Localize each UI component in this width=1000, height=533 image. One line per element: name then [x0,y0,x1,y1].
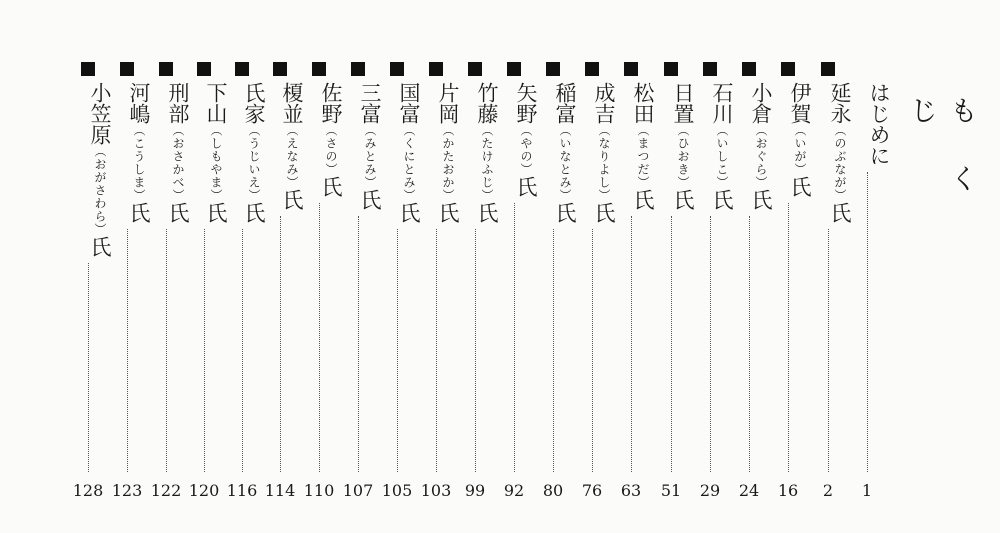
toc-entry-suffix: 氏 [710,189,734,210]
toc-entry-suffix: 氏 [397,202,421,223]
toc-entry[interactable] [150,60,190,500]
toc-entry-name: 小倉 [749,82,773,124]
toc-entry-name: 刑部 [166,82,190,124]
toc-entry-name: 三富 [358,82,382,124]
toc-entry-suffix: 氏 [88,236,112,257]
toc-entry[interactable] [226,60,266,500]
square-bullet-icon [390,62,404,76]
toc-entry-reading: （くにとみ） [402,124,416,202]
square-bullet-icon [159,62,173,76]
toc-entry-reading: （たけふじ） [480,124,494,202]
toc-entry-name: 河嶋 [127,82,151,124]
square-bullet-icon [273,62,287,76]
toc-entry-name: 松田 [631,82,655,124]
toc-page-number: 80 [542,481,564,500]
toc-entry-reading: （うじいえ） [247,124,261,202]
dotted-leader [788,203,789,472]
dotted-leader [358,216,359,472]
toc-entry-label [233,82,265,223]
toc-entry-label [349,82,381,210]
toc-entry-name: 稲富 [553,82,577,124]
toc-entry-name: 片岡 [436,82,460,124]
toc-entry[interactable] [662,60,694,500]
dotted-leader [867,172,868,472]
toc-entry-label [195,82,227,223]
toc-entry-label [701,82,733,210]
toc-entry[interactable] [701,60,733,500]
toc-entry[interactable] [779,60,811,500]
toc-entry-suffix: 氏 [592,202,616,223]
toc-entry[interactable] [858,60,890,500]
dotted-leader [514,203,515,472]
square-bullet-icon [312,62,326,76]
toc-page-number: 128 [72,481,104,500]
square-bullet-icon [781,62,795,76]
toc-entry-reading: （なりよし） [597,124,611,202]
toc-entry[interactable] [622,60,654,500]
toc-page-number: 105 [381,481,413,500]
toc-entry-reading: （おさかべ） [171,124,185,202]
toc-entry-name: 竹藤 [475,82,499,124]
toc-entry-name: 伊賀 [788,82,812,124]
dotted-leader [280,216,281,472]
dotted-leader [475,229,476,472]
toc-entry-label [583,82,615,223]
square-bullet-icon [120,62,134,76]
dotted-leader [88,263,89,472]
toc-page-number: 110 [303,481,335,500]
toc-entry-label [466,82,498,223]
square-bullet-icon [703,62,717,76]
toc-entry[interactable] [111,60,151,500]
toc-entry[interactable] [342,60,382,500]
toc-entry-suffix: 氏 [280,189,304,210]
dotted-leader [204,229,205,472]
toc-entry-reading: （いが） [793,124,807,176]
square-bullet-icon [546,62,560,76]
toc-page-number: 92 [503,481,525,500]
dotted-leader [397,229,398,472]
toc-page-number: 76 [581,481,603,500]
toc-page-number: 2 [822,481,834,500]
toc-page-number: 63 [620,481,642,500]
toc-entry-suffix: 氏 [749,189,773,210]
dotted-leader [127,229,128,472]
toc-entry-label [427,82,459,223]
toc-page-number: 103 [420,481,452,500]
dotted-leader [319,203,320,472]
toc-entry-reading: （さの） [324,124,338,176]
toc-entry-name: 下山 [204,82,228,124]
square-bullet-icon [742,62,756,76]
toc-entry[interactable] [381,60,421,500]
toc-entry-suffix: 氏 [671,189,695,210]
toc-entry-suffix: 氏 [319,176,343,197]
toc-page-number: 99 [464,481,486,500]
toc-entry-suffix: 氏 [514,176,538,197]
toc-entry-label [779,82,811,197]
toc-entry-label [505,82,537,197]
toc-page-number: 16 [777,481,799,500]
toc-entry-reading: （えなみ） [285,124,299,189]
toc-entry-suffix: 氏 [242,202,266,223]
toc-entry-suffix: 氏 [553,202,577,223]
toc-entry-name: 成吉 [592,82,616,124]
toc-entry-reading: （おぐら） [754,124,768,189]
toc-entry-name: 矢野 [514,82,538,124]
toc-entry-label [157,82,189,223]
dotted-leader [592,229,593,472]
toc-entry-label [271,82,303,210]
dotted-leader [710,216,711,472]
square-bullet-icon [585,62,599,76]
toc-entry-suffix: 氏 [127,202,151,223]
toc-entry[interactable] [303,60,343,500]
toc-entry-reading: （いしこ） [715,124,729,189]
toc-page-number: 107 [342,481,374,500]
toc-entry-label [662,82,694,210]
toc-page-number: 29 [699,481,721,500]
toc-page-number: 122 [150,481,182,500]
square-bullet-icon [81,62,95,76]
toc-entry-name: 石川 [710,82,734,124]
toc-entry[interactable] [264,60,304,500]
toc-entry[interactable] [583,60,615,500]
square-bullet-icon [664,62,678,76]
toc-entry[interactable] [544,60,576,500]
dotted-leader [242,229,243,472]
toc-entry-label [622,82,654,210]
toc-entry-reading: （みとみ） [363,124,377,189]
square-bullet-icon [624,62,638,76]
toc-entry-suffix: 氏 [166,202,190,223]
toc-entry-suffix: 氏 [436,202,460,223]
toc-page-number: 1 [861,481,873,500]
toc-entry[interactable] [466,60,498,500]
toc-page-number: 120 [188,481,220,500]
toc-entry[interactable] [505,60,537,500]
toc-entry-name: 国富 [397,82,421,124]
toc-entry-label [118,82,150,223]
toc-entry-suffix: 氏 [358,189,382,210]
toc-entry-name: 日置 [671,82,695,124]
toc-entry-label [310,82,342,197]
dotted-leader [166,229,167,472]
toc-entry-reading: （のぶなが） [833,124,847,202]
square-bullet-icon [821,62,835,76]
toc-page-number: 123 [111,481,143,500]
toc-entry-reading: （いなとみ） [558,124,572,202]
dotted-leader [436,229,437,472]
toc-entry-suffix: 氏 [828,202,852,223]
dotted-leader [828,229,829,472]
toc-entry-reading: （かたおか） [441,124,455,202]
toc-entry-label [388,82,420,223]
toc-entry-name: 小笠原 [88,82,112,145]
square-bullet-icon [468,62,482,76]
square-bullet-icon [235,62,249,76]
toc-page-number: 24 [738,481,760,500]
toc-entry-name: 佐野 [319,82,343,124]
toc-entry-reading: （おがさわら） [93,145,107,236]
toc-entry-reading: （ひおき） [676,124,690,189]
toc-page-number: 116 [226,481,258,500]
square-bullet-icon [507,62,521,76]
toc-entry-reading: （こうしま） [132,124,146,202]
toc-entry-label [819,82,851,223]
toc-entry-name: 榎並 [280,82,304,124]
toc-entry-label [79,82,111,257]
toc-page-number: 114 [264,481,296,500]
page-title: もくじ [906,96,979,232]
toc-entry-name: 氏家 [242,82,266,124]
square-bullet-icon [197,62,211,76]
dotted-leader [553,229,554,472]
toc-entry-label [544,82,576,223]
toc-entry-suffix: 氏 [631,189,655,210]
toc-entry-name: 延永 [828,82,852,124]
toc-page-number: 51 [660,481,682,500]
toc-entry-reading: （まつだ） [636,124,650,189]
toc-entry-suffix: 氏 [204,202,228,223]
toc-entry[interactable] [740,60,772,500]
toc-entry-suffix: 氏 [788,176,812,197]
toc-entry[interactable] [188,60,228,500]
toc-entry-name: はじめに [867,82,891,166]
toc-entry[interactable] [72,60,112,500]
toc-entry[interactable] [420,60,460,500]
square-bullet-icon [351,62,365,76]
toc-entry-label [858,82,890,166]
square-bullet-icon [429,62,443,76]
toc-entry-reading: （やの） [519,124,533,176]
toc-entry-suffix: 氏 [475,202,499,223]
dotted-leader [671,216,672,472]
dotted-leader [749,216,750,472]
toc-entry-label [740,82,772,210]
toc-entry-reading: （しもやま） [209,124,223,202]
dotted-leader [631,216,632,472]
toc-entry[interactable] [819,60,851,500]
